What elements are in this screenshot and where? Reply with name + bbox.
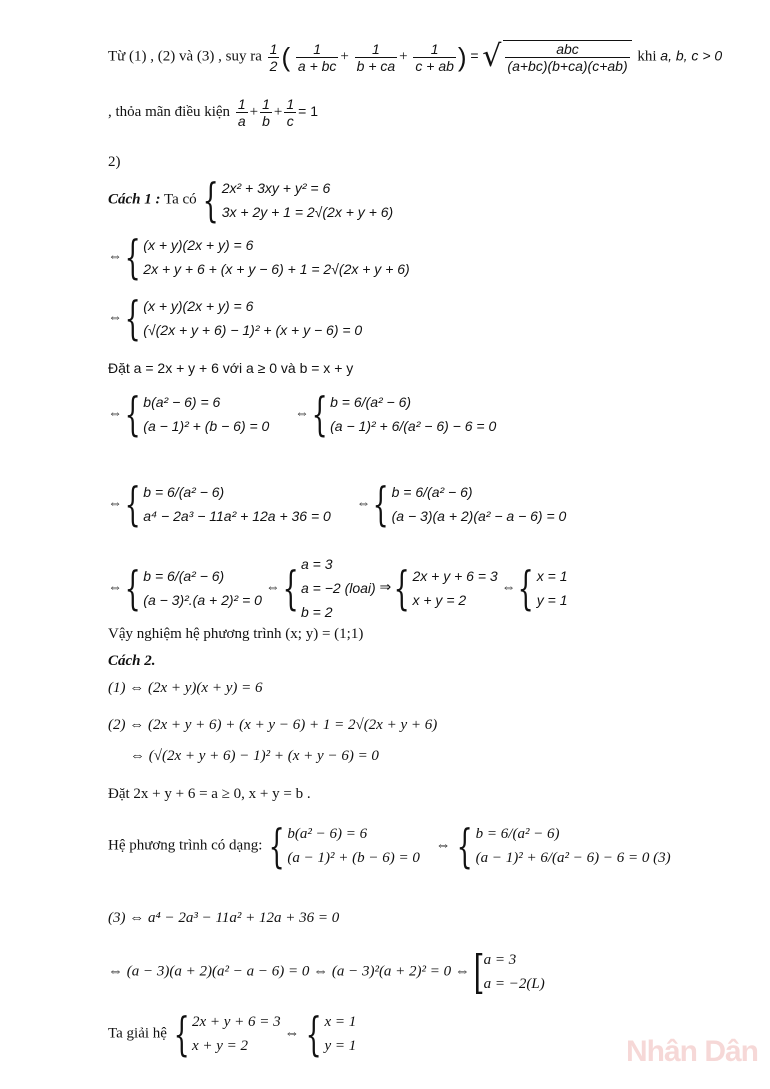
cach1-step4: ⇔{ b = 6/(a² − 6) a⁴ − 2a³ − 11a² + 12a + 36 = 0 ⇔{ b = 6/(a² − 6) (a − 3)(a + 2)(a² − a − 6) = 0 xyxy=(108,477,567,531)
intro-line: Từ (1) , (2) và (3) , suy ra $\frac{1}{2}$ ( $\frac{1}{a + bc}$ + $\frac{1}{b + ca}$ + $\frac{1}{c + ab}$ ) = √ $\frac{\text{abc}}{(a+bc)(b+ca)(c+ab)}$ khi a, b, c > 0 xyxy=(108,39,723,74)
cach1-step1: ⇔{ (x + y)(2x + y) = 6 2x + y + 6 + (x + y − 6) + 1 = 2√(2x + y + 6) xyxy=(108,230,410,284)
cach2-eq3: (3) ⇔ a⁴ − 2a³ − 11a² + 12a + 36 = 0 xyxy=(108,910,340,926)
cach2-eq2: (2) ⇔ (2x + y + 6) + (x + y − 6) + 1 = 2√(2x + y + 6) xyxy=(108,717,438,733)
intro-line-2: , thỏa mãn điều kiện $\frac{1}{a}$ + $\frac{1}{b}$ + $\frac{1}{c}$ = 1 xyxy=(108,96,318,129)
part2-label: 2) xyxy=(108,154,121,170)
term1: $\frac{1}{a + bc}$ xyxy=(297,40,337,74)
cach2-eq2b: ⇔ (√(2x + y + 6) − 1)² + (x + y − 6) = 0 xyxy=(130,748,379,764)
cach2-solve: Ta giải hệ { 2x + y + 6 = 3 x + y = 2 ⇔ { x = 1 y = 1 xyxy=(108,1007,357,1061)
cach1-dat: Đặt a = 2x + y + 6 với a ≥ 0 và b = x + y xyxy=(108,360,354,376)
term3: $\frac{1}{c + ab}$ xyxy=(415,40,454,74)
watermark-logo: Nhân Dân xyxy=(625,1035,758,1068)
term2: $\frac{1}{b + ca}$ xyxy=(356,40,396,74)
condition: a, b, c > 0 xyxy=(660,47,723,64)
cach1-step2: ⇔{ (x + y)(2x + y) = 6 (√(2x + y + 6) − 1)² + (x + y − 6) = 0 xyxy=(108,291,363,345)
cach1-step3: ⇔{ b(a² − 6) = 6 (a − 1)² + (b − 6) = 0 ⇔{ b = 6/(a² − 6) (a − 1)² + 6/(a² − 6) − 6 = 0 xyxy=(108,387,497,441)
rhs-fraction: $\frac{\text{abc}}{(a+bc)(b+ca)(c+ab)}$ xyxy=(503,40,631,74)
cach1-conclusion: Vậy nghiệm hệ phương trình (x; y) = (1;1) xyxy=(108,626,364,642)
cach2-system: Hệ phương trình có dạng: { b(a² − 6) = 6 (a − 1)² + (b − 6) = 0 ⇔ { b = 6/(a² − 6) (a − 1)² + 6/(a² − 6) − 6 = 0 (3) xyxy=(108,819,671,873)
intro-prefix: Từ (1) , (2) và (3) , suy ra xyxy=(108,48,262,65)
cach1-intro: Cách 1 : Ta có { 2x² + 3xy + y² = 6 3x + 2y + 1 = 2√(2x + y + 6) xyxy=(108,173,394,227)
cach2-dat: Đặt 2x + y + 6 = a ≥ 0, x + y = b . xyxy=(108,786,311,802)
system-0: 2x² + 3xy + y² = 6 3x + 2y + 1 = 2√(2x + y + 6) xyxy=(221,180,394,220)
cach2-eq4: ⇔ (a − 3)(a + 2)(a² − a − 6) = 0 ⇔ (a − 3)²(a + 2)² = 0 ⇔ [ a = 3 a = −2(L) xyxy=(108,945,545,999)
cach1-step5: ⇔{ b = 6/(a² − 6) (a − 3)².(a + 2)² = 0 ⇔{ a = 3 a = −2 (loai) b = 2 ⇒{ 2x + y + 6 = 3 x + y = 2 ⇔{ x = 1 y = 1 xyxy=(108,556,568,620)
cach2-eq1: (1) ⇔ (2x + y)(x + y) = 6 xyxy=(108,680,263,696)
cach2-label: Cách 2. xyxy=(108,653,156,669)
